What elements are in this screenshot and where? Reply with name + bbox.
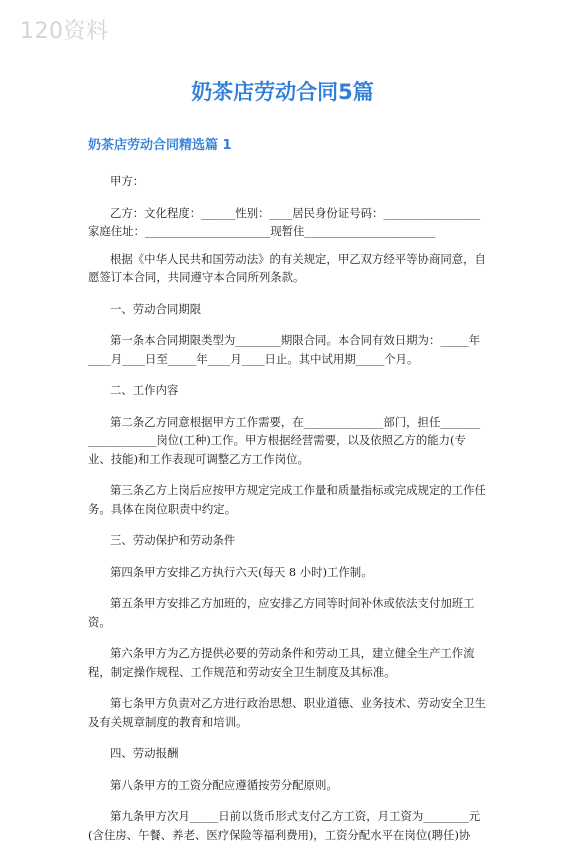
section-heading: 奶茶店劳动合同精选篇 1 (88, 138, 232, 153)
paragraph: 第八条甲方的工资分配应遵循按劳分配原则。 (110, 777, 338, 792)
paragraph: 第一条本合同期限类型为________期限合同。本合同有效日期为：_____年____月____日至_____年____月____日止。其中试用期_____个月。 (88, 333, 481, 366)
paragraph: 第五条甲方安排乙方加班的，应安排乙方同等时间补休或依法支付加班工资。 (88, 596, 475, 629)
paragraph: 第九条甲方次月_____日前以货币形式支付乙方工资，月工资为________元(含住房、午餐、养老、医疗保险等福利费用)，工资分配水平在岗位(聘任)协 (88, 809, 481, 842)
clause-heading: 二、工作内容 (110, 383, 179, 397)
paragraph: 第二条乙方同意根据甲方工作需要，在______________部门，担任_______ ____________岗位(工种)工作。甲方根据经营需要，以及依照乙方的能力(专业、技能)和工作表现可调整乙方工作岗位。 (88, 414, 484, 466)
party-b-info: 乙方：文化程度：______性别：____居民身份证号码：_________________ 家庭住址：______________________现暂住_______________________ (88, 205, 481, 238)
clause-heading: 四、劳动报酬 (110, 746, 179, 760)
paragraph: 第三条乙方上岗后应按甲方规定完成工作量和质量指标或完成规定的工作任务。具体在岗位职责中约定。 (88, 483, 486, 516)
document-body (88, 172, 488, 857)
watermark-logo: 120资料 (20, 19, 109, 44)
clause-heading: 一、劳动合同期限 (110, 301, 202, 316)
document-title: 奶茶店劳动合同5篇 (191, 80, 374, 104)
paragraph: 根据《中华人民共和国劳动法》的有关规定，甲乙双方经平等协商同意，自愿签订本合同，共同遵守本合同所列条款。 (88, 251, 486, 284)
party-a-line: 甲方： (110, 174, 145, 188)
paragraph: 第六条甲方为乙方提供必要的劳动条件和劳动工具，建立健全生产工作流程，制定操作规程、工作规范和劳动安全卫生制度及其标准。 (88, 646, 475, 679)
paragraph: 第四条甲方安排乙方执行六天(每天 8 小时)工作制。 (110, 564, 373, 579)
paragraph: 第七条甲方负责对乙方进行政治思想、职业道德、业务技术、劳动安全卫生及有关规章制度的教育和培训。 (88, 696, 486, 729)
clause-heading: 三、劳动保护和劳动条件 (110, 533, 236, 547)
